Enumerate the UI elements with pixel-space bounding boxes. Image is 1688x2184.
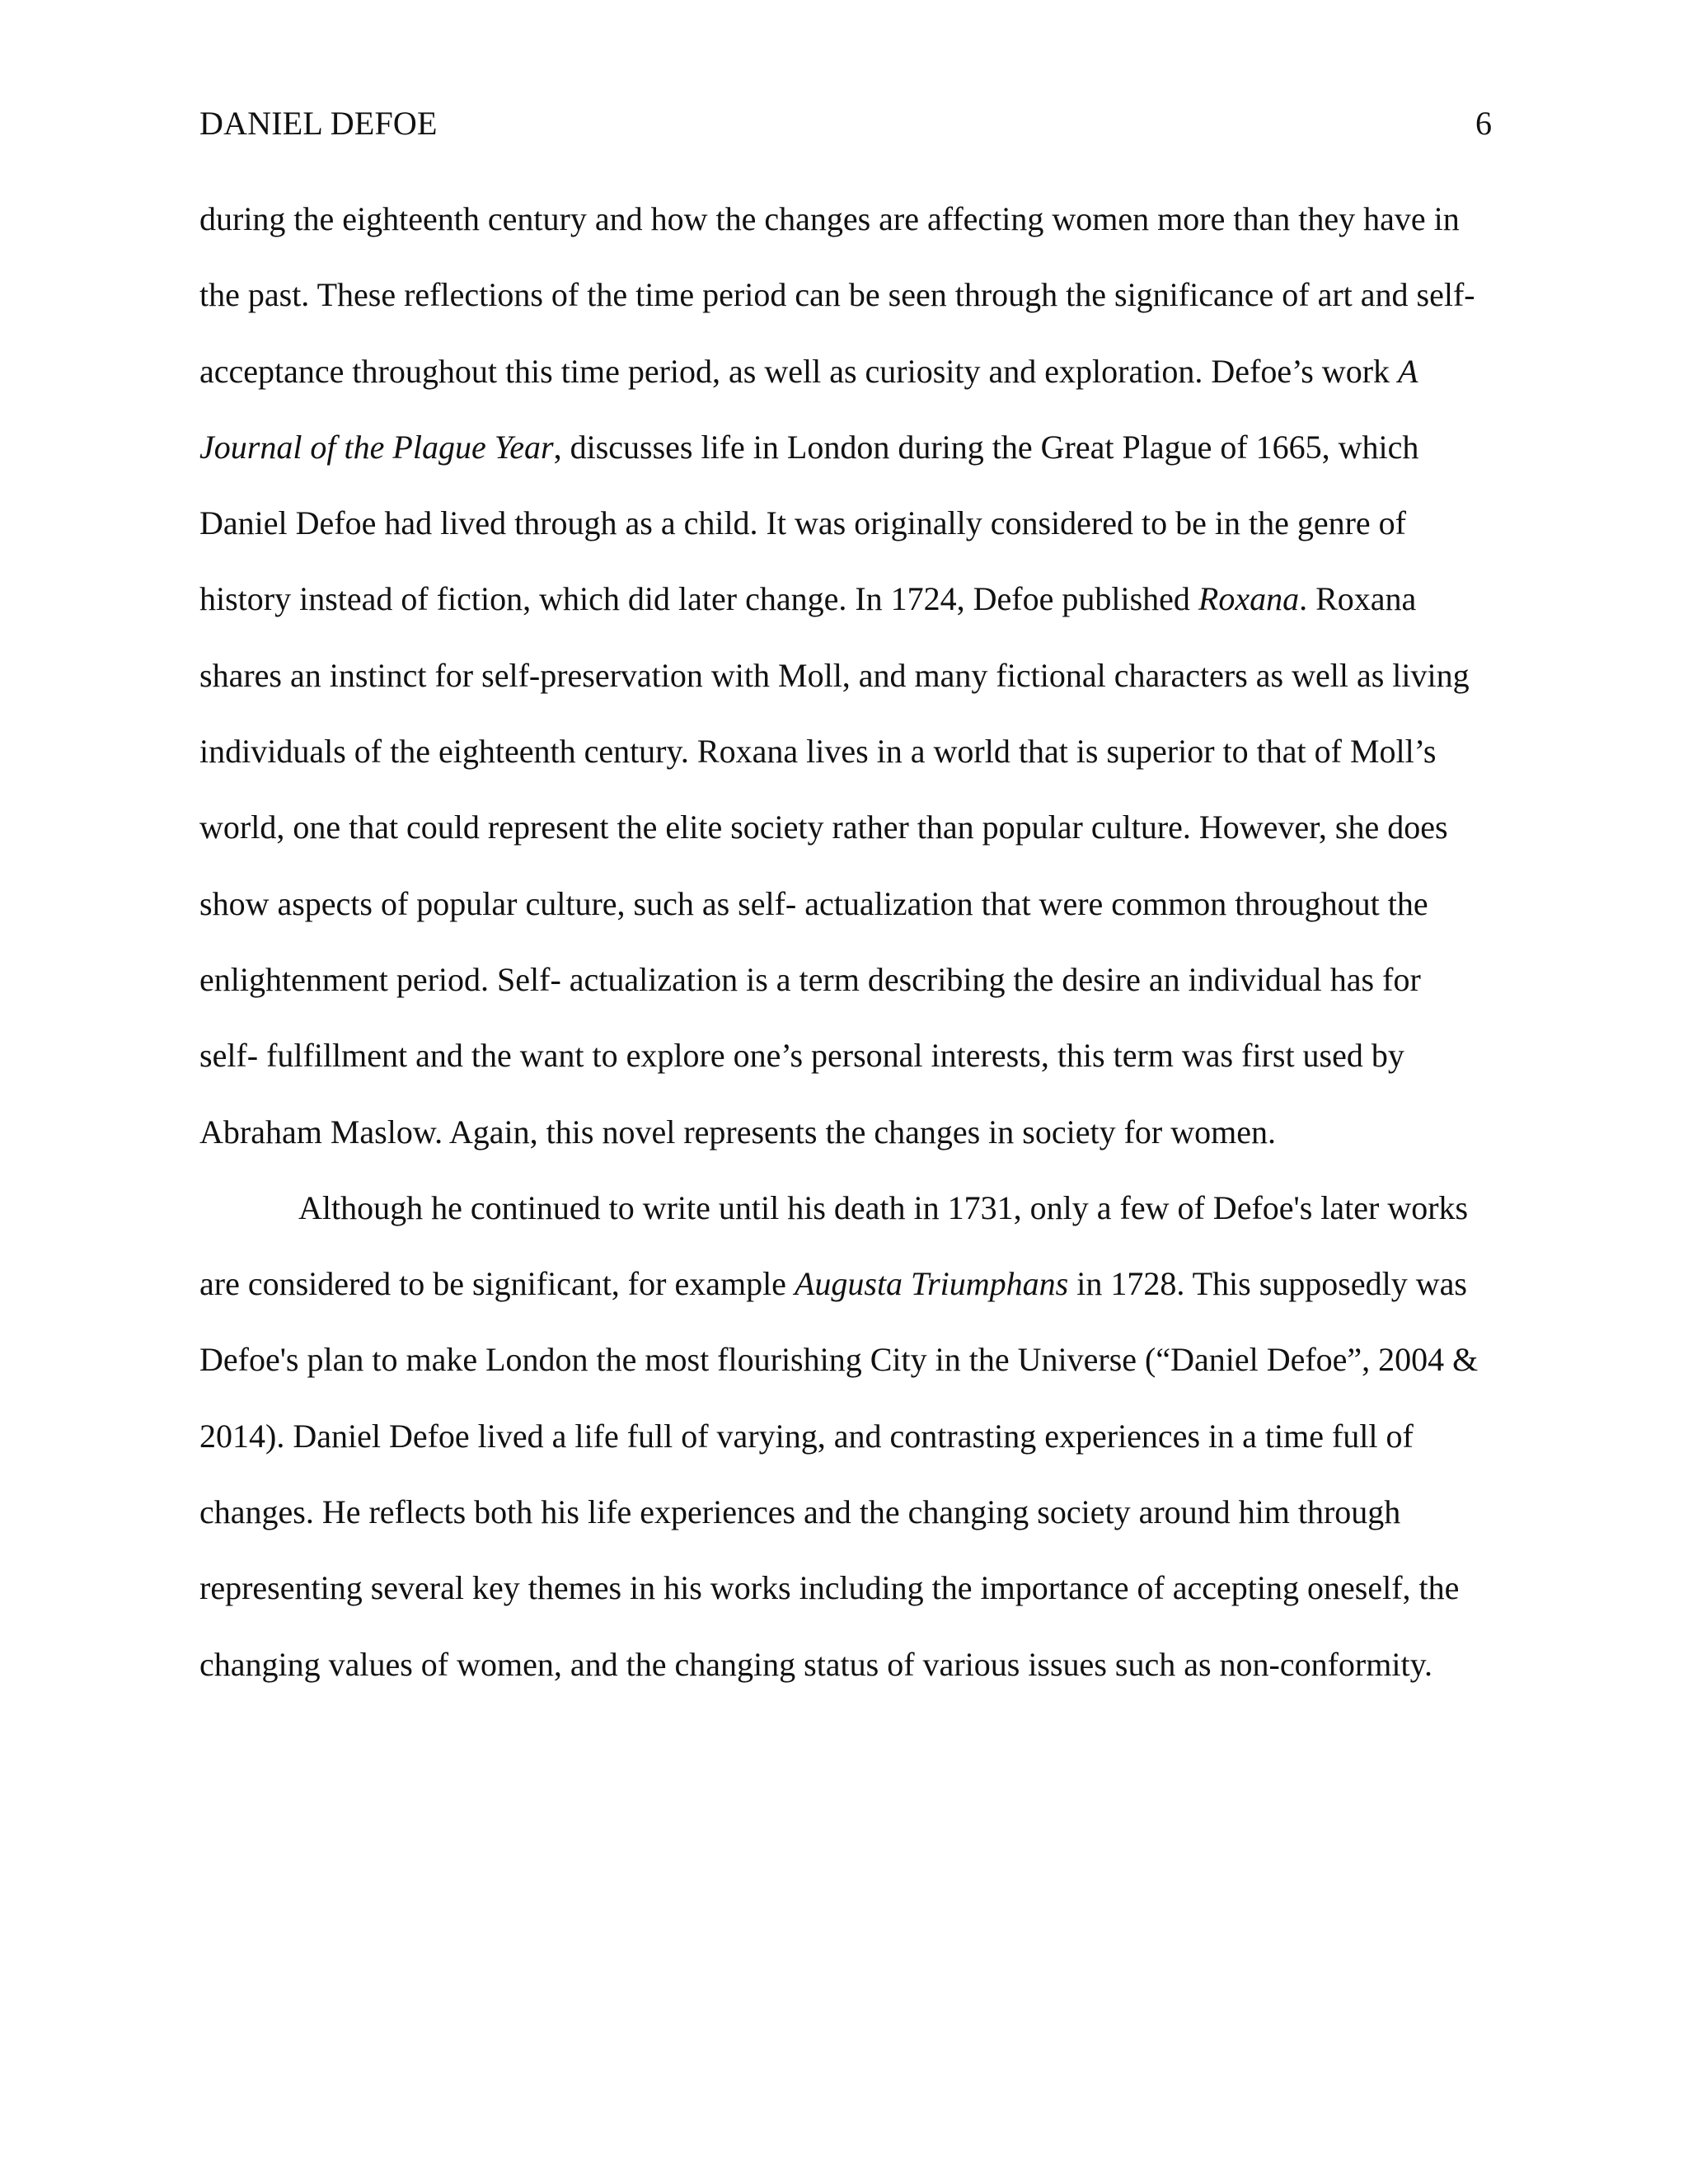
text-run: changes. He reflects both his life experiences and the changing society around him through <box>199 1493 1401 1531</box>
text-line <box>199 727 1492 803</box>
text-run: Defoe's plan to make London the most flourishing City in the Universe (“Daniel Defoe”, 2004 & <box>199 1341 1479 1379</box>
text-run: are considered to be significant, for example <box>199 1265 795 1303</box>
text-line <box>199 574 1492 650</box>
text-run: history instead of fiction, which did later change. In 1724, Defoe published <box>199 580 1198 618</box>
text-line <box>199 347 1492 423</box>
text-line <box>199 1563 1492 1639</box>
text-run: enlightenment period. Self- actualization is a term describing the desire an individual has for <box>199 960 1421 998</box>
text-run: individuals of the eighteenth century. Roxana lives in a world that is superior to that of Moll’s <box>199 733 1437 771</box>
text-line <box>199 1335 1492 1411</box>
text-line <box>199 1183 1492 1259</box>
text-line <box>199 1259 1492 1335</box>
text-run: representing several key themes in his works including the importance of accepting oneself, the <box>199 1569 1460 1607</box>
text-line <box>199 651 1492 727</box>
text-line <box>199 1412 1492 1488</box>
paragraph <box>199 194 1492 1183</box>
text-line <box>199 194 1492 270</box>
text-run: show aspects of popular culture, such as self- actualization that were common throughout the <box>199 884 1428 922</box>
text-run: 2014). Daniel Defoe lived a life full of varying, and contrasting experiences in a time full of <box>199 1417 1414 1455</box>
text-run: Although he continued to write until his death in 1731, only a few of Defoe's later works <box>298 1188 1469 1226</box>
text-run: the past. These reflections of the time period can be seen through the significance of art and self- <box>199 276 1475 314</box>
running-head-title: DANIEL DEFOE <box>199 105 438 142</box>
text-line <box>199 423 1492 499</box>
text-line <box>199 499 1492 574</box>
paragraph <box>199 1183 1492 1716</box>
text-line <box>199 1640 1492 1716</box>
text-run: in 1728. This supposedly was <box>1068 1265 1467 1303</box>
text-run: world, one that could represent the elite society rather than popular culture. However, she does <box>199 808 1448 846</box>
text-run: Daniel Defoe had lived through as a child. It was originally considered to be in the genre of <box>199 504 1406 542</box>
text-run: changing values of women, and the changing status of various issues such as non-conformity. <box>199 1645 1432 1683</box>
text-run: self- fulfillment and the want to explore one’s personal interests, this term was first used by <box>199 1037 1404 1075</box>
text-line <box>199 879 1492 955</box>
italic-title: Journal of the Plague Year <box>199 428 554 466</box>
page-number: 6 <box>1475 105 1492 142</box>
text-run: . Roxana <box>1299 580 1417 618</box>
text-line <box>199 955 1492 1031</box>
text-line <box>199 270 1492 346</box>
italic-title: A <box>1398 352 1418 390</box>
italic-title: Augusta Triumphans <box>794 1265 1069 1303</box>
text-run: Abraham Maslow. Again, this novel represents the changes in society for women. <box>199 1113 1276 1151</box>
running-head <box>199 99 1492 148</box>
text-run: shares an instinct for self-preservation with Moll, and many fictional characters as well as living <box>199 656 1470 694</box>
body-text <box>199 194 1492 1716</box>
text-line <box>199 803 1492 879</box>
text-line <box>199 1108 1492 1183</box>
text-run: during the eighteenth century and how the changes are affecting women more than they have in <box>199 200 1460 237</box>
text-run: acceptance throughout this time period, as well as curiosity and exploration. Defoe’s work <box>199 352 1399 390</box>
text-run: , discusses life in London during the Great Plague of 1665, which <box>553 428 1419 466</box>
text-line <box>199 1031 1492 1107</box>
text-line <box>199 1488 1492 1563</box>
italic-title: Roxana <box>1198 580 1300 618</box>
